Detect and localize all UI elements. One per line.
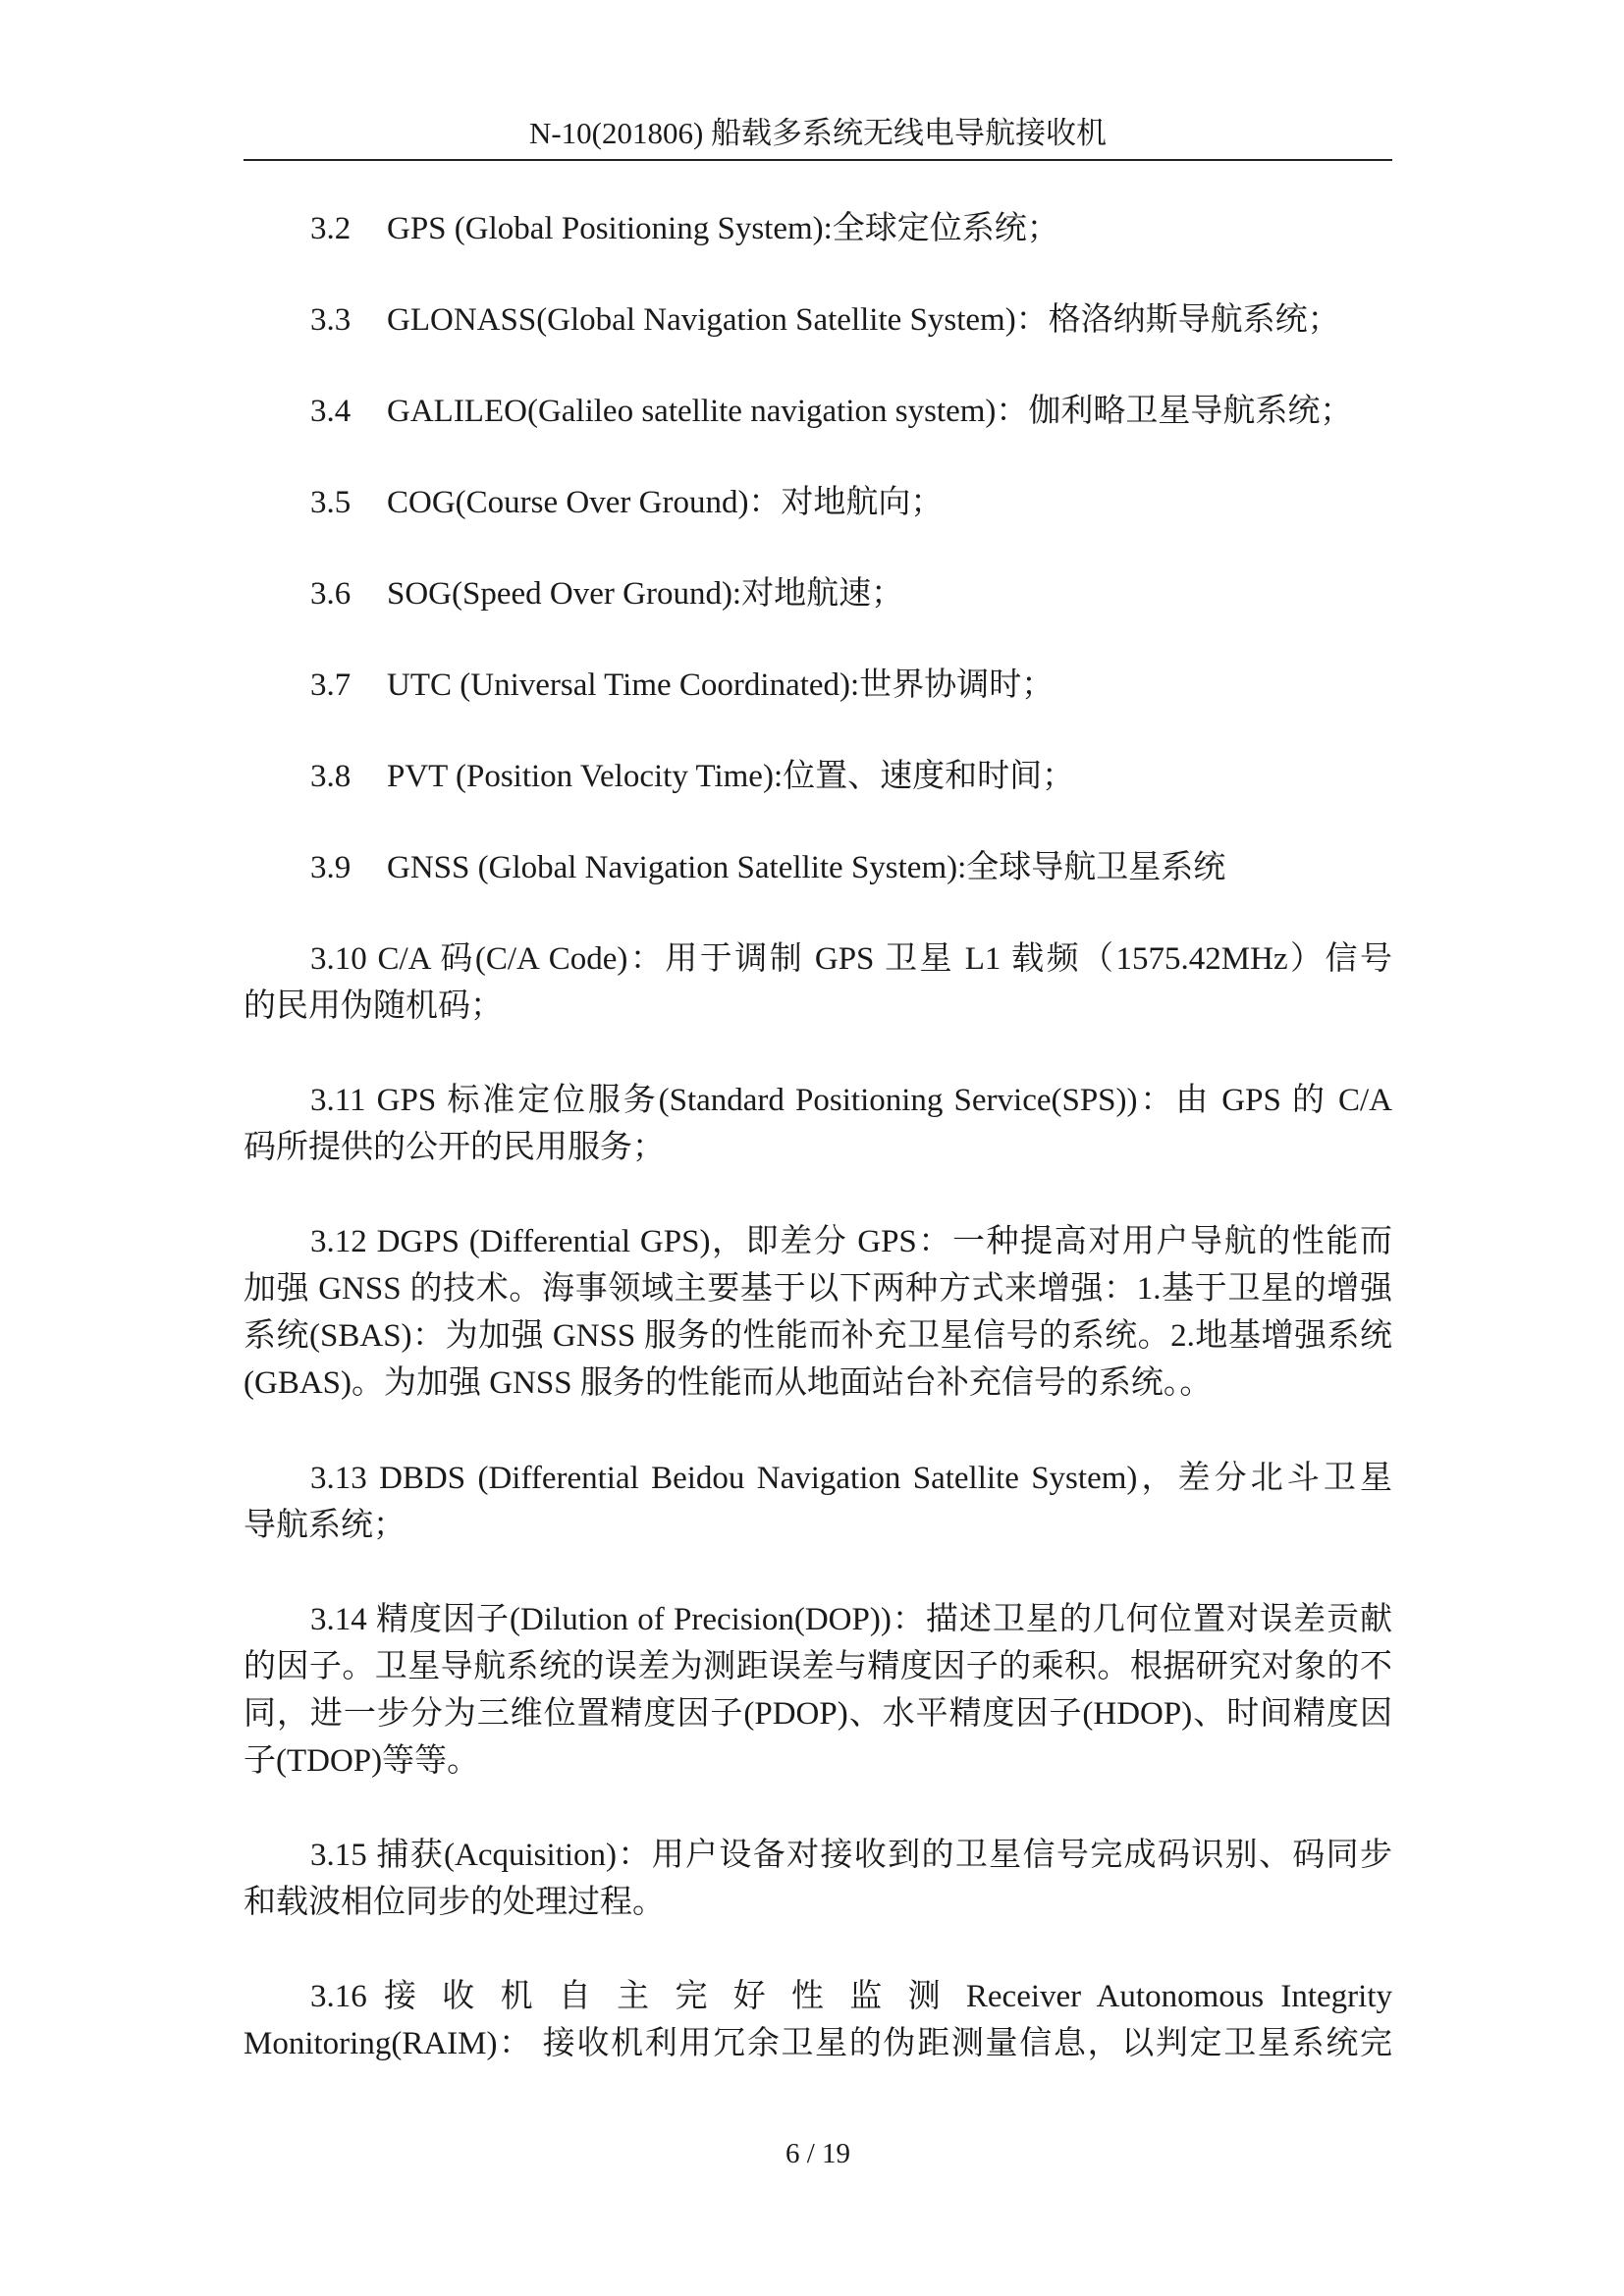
paragraph-line: 3.14 精度因子(Dilution of Precision(DOP))：描述卫星的几何位置对误差贡献 (310, 1602, 1392, 1637)
definition-item (310, 479, 1392, 526)
paragraph-line: 和载波相位同步的处理过程。 (244, 1885, 665, 1920)
paragraph-line: 加强 GNSS 的技术。海事领域主要基于以下两种方式来增强：1.基于卫星的增强 (244, 1271, 1392, 1307)
item-text: PVT (Position Velocity Time):位置、速度和时间； (387, 759, 1075, 794)
item-number: 3.7 (310, 667, 352, 703)
paragraph-line: 3.13 DBDS (Differential Beidou Navigation Satellite System)，差分北斗卫星 (310, 1461, 1392, 1496)
paragraph-line: 同，进一步分为三维位置精度因子(PDOP)、水平精度因子(HDOP)、时间精度因 (244, 1696, 1392, 1732)
paragraph-line: 的因子。卫星导航系统的误差为测距误差与精度因子的乘积。根据研究对象的不 (244, 1649, 1392, 1684)
definition-item (310, 205, 1392, 252)
item-number: 3.3 (310, 302, 352, 338)
item-number: 3.2 (310, 211, 352, 246)
paragraph-line: 系统(SBAS)：为加强 GNSS 服务的性能而补充卫星信号的系统。2.地基增强系统 (244, 1318, 1392, 1354)
item-text: GNSS (Global Navigation Satellite System):全球导航卫星系统 (387, 850, 1226, 885)
definition-item (310, 570, 1392, 617)
definition-item (310, 296, 1392, 344)
item-text: GALILEO(Galileo satellite navigation system)：伽利略卫星导航系统； (387, 394, 1353, 429)
item-text: GPS (Global Positioning System):全球定位系统； (387, 211, 1059, 246)
item-number: 3.9 (310, 850, 352, 885)
item-text: SOG(Speed Over Ground):对地航速； (387, 576, 904, 612)
page-header: N-10(201806) 船载多系统无线电导航接收机 (528, 116, 1108, 150)
item-text: UTC (Universal Time Coordinated):世界协调时； (387, 667, 1055, 703)
item-number: 3.5 (310, 485, 352, 520)
paragraph-line: 3.10 C/A 码(C/A Code)：用于调制 GPS 卫星 L1 载频（1575.42MHz）信号 (310, 941, 1392, 977)
paragraph-line: 3.16 接 收 机 自 主 完 好 性 监 测 Receiver Autonomous Integrity (310, 1979, 1392, 2014)
definition-item (310, 844, 1392, 891)
item-number: 3.8 (310, 759, 352, 794)
paragraph-line: 码所提供的公开的民用服务； (244, 1130, 665, 1165)
definition-item (310, 753, 1392, 800)
header-divider (244, 159, 1392, 161)
item-text: GLONASS(Global Navigation Satellite System)：格洛纳斯导航系统； (387, 302, 1340, 338)
paragraph-line: 子(TDOP)等等。 (244, 1743, 480, 1779)
paragraph-line: 3.12 DGPS (Differential GPS)，即差分 GPS：一种提高对用户导航的性能而 (310, 1224, 1392, 1259)
paragraph-line: (GBAS)。为加强 GNSS 服务的性能而从地面站台补充信号的系统。。 (244, 1365, 1213, 1401)
page-number: 6 / 19 (785, 2138, 851, 2169)
paragraph-line: Monitoring(RAIM)： 接收机利用冗余卫星的伪距测量信息，以判定卫星系统完 (244, 2026, 1392, 2061)
definition-item (310, 662, 1392, 709)
item-number: 3.6 (310, 576, 352, 612)
definition-item (310, 388, 1392, 435)
item-number: 3.4 (310, 394, 352, 429)
paragraph-line: 导航系统； (244, 1508, 406, 1543)
paragraph-line: 的民用伪随机码； (244, 988, 503, 1024)
paragraph-line: 3.15 捕获(Acquisition)：用户设备对接收到的卫星信号完成码识别、码同步 (310, 1838, 1392, 1873)
item-text: COG(Course Over Ground)：对地航向； (387, 485, 944, 520)
paragraph-line: 3.11 GPS 标准定位服务(Standard Positioning Service(SPS))：由 GPS 的 C/A (310, 1083, 1392, 1118)
